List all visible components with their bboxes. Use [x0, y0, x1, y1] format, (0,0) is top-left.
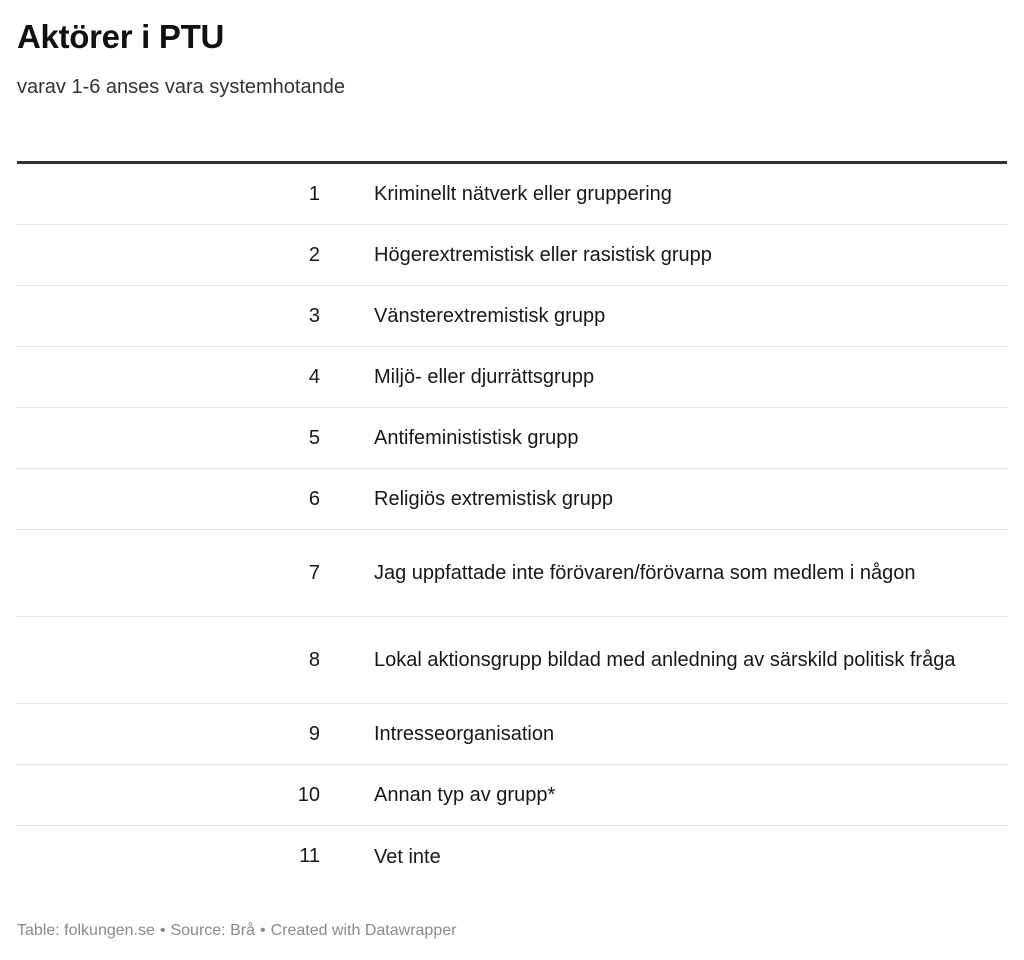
row-number: 7: [308, 561, 320, 584]
table-row: [17, 704, 1007, 765]
row-number: 10: [297, 783, 320, 806]
row-label: Intresseorganisation: [374, 723, 555, 745]
chart-footer: [17, 922, 456, 940]
chart-subtitle: varav 1-6 anses vara systemhotande: [17, 76, 345, 98]
row-label: Miljö- eller djurrättsgrupp: [374, 366, 595, 388]
row-label: Kriminellt nätverk eller gruppering: [374, 183, 672, 205]
chart-title: Aktörer i PTU: [17, 18, 224, 55]
row-number: 1: [308, 182, 320, 205]
row-label: Vet inte: [374, 845, 441, 868]
row-label: Lokal aktionsgrupp bildad med anledning av särskild politisk fråga: [374, 649, 956, 671]
table-row: [17, 530, 1007, 617]
table-row: [17, 826, 1007, 887]
row-number: 8: [308, 648, 320, 671]
footer-created-with: Created with Datawrapper: [270, 922, 457, 939]
table-row: [17, 469, 1007, 530]
data-table: [17, 161, 1007, 887]
footer-separator: •: [259, 922, 266, 939]
table-row: [17, 347, 1007, 408]
footer-table-credit: Table: folkungen.se: [17, 922, 155, 939]
row-label: Jag uppfattade inte förövaren/förövarna som medlem i någon: [374, 562, 916, 584]
row-number: 3: [308, 304, 320, 327]
table-row: [17, 164, 1007, 225]
table-row: [17, 286, 1007, 347]
row-number: 9: [308, 722, 320, 745]
row-label: Högerextremistisk eller rasistisk grupp: [374, 244, 712, 266]
table-row: [17, 617, 1007, 704]
row-label: Antifeminististisk grupp: [374, 427, 579, 449]
row-label: Vänsterextremistisk grupp: [374, 305, 606, 327]
table-row: [17, 408, 1007, 469]
row-number: 6: [308, 487, 320, 510]
footer-separator: •: [159, 922, 166, 939]
row-number: 11: [299, 845, 320, 867]
table-row: [17, 225, 1007, 286]
table-row: [17, 765, 1007, 826]
row-label: Religiös extremistisk grupp: [374, 488, 613, 510]
footer-source: Source: Brå: [170, 922, 255, 939]
row-label: Annan typ av grupp*: [374, 784, 556, 806]
row-number: 5: [308, 426, 320, 449]
row-number: 2: [308, 243, 320, 266]
row-number: 4: [308, 365, 320, 388]
